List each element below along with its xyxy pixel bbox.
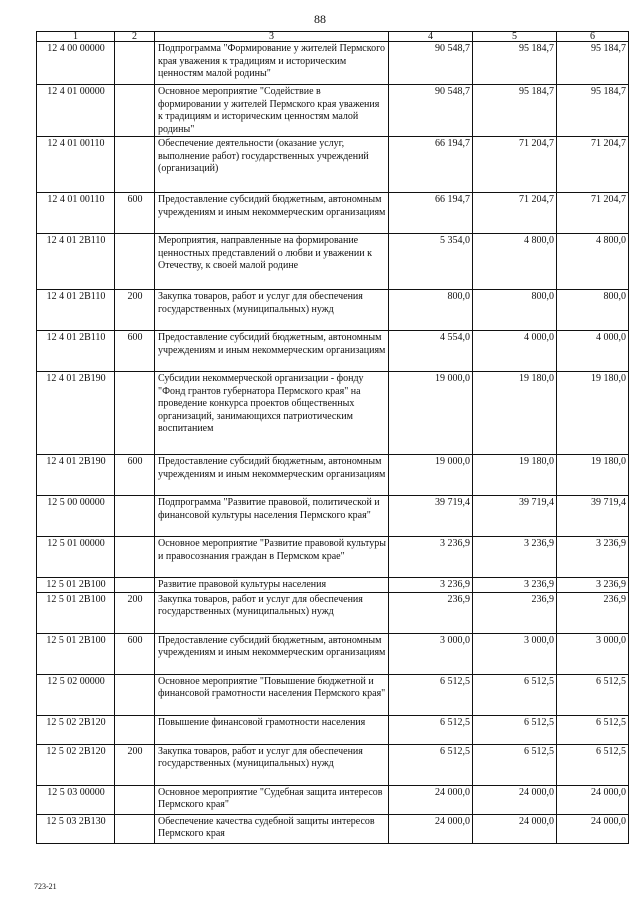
item-name-cell: Закупка товаров, работ и услуг для обеспечения государственных (муниципальных) нужд (155, 744, 389, 785)
item-name-cell: Обеспечение деятельности (оказание услуг, выполнение работ) государственных учреждений (организаций) (155, 137, 389, 193)
table-row (37, 633, 629, 674)
amount-col6-cell: 24 000,0 (557, 814, 629, 843)
expense-type-cell (115, 578, 155, 593)
budget-code-cell: 12 4 01 2В190 (37, 372, 115, 455)
budget-code-cell: 12 4 01 2В110 (37, 234, 115, 290)
expense-type-cell (115, 42, 155, 85)
amount-col6-cell: 71 204,7 (557, 193, 629, 234)
budget-code-cell: 12 4 01 00000 (37, 85, 115, 137)
amount-col5-cell: 19 180,0 (473, 455, 557, 496)
item-name-cell: Закупка товаров, работ и услуг для обеспечения государственных (муниципальных) нужд (155, 290, 389, 331)
table-row (37, 592, 629, 633)
budget-code-cell: 12 4 01 00110 (37, 193, 115, 234)
page-number: 88 (314, 12, 326, 26)
amount-col5-cell: 6 512,5 (473, 674, 557, 715)
amount-col6-cell: 95 184,7 (557, 85, 629, 137)
amount-col4-cell: 6 512,5 (389, 744, 473, 785)
amount-col4-cell: 66 194,7 (389, 137, 473, 193)
budget-code-cell: 12 5 02 2В120 (37, 744, 115, 785)
amount-col6-cell: 71 204,7 (557, 137, 629, 193)
amount-col4-cell: 4 554,0 (389, 331, 473, 372)
amount-col4-cell: 90 548,7 (389, 85, 473, 137)
amount-col6-cell: 6 512,5 (557, 715, 629, 744)
budget-code-cell: 12 5 01 00000 (37, 537, 115, 578)
budget-code-cell: 12 5 01 2В100 (37, 633, 115, 674)
item-name-cell: Основное мероприятие "Судебная защита интересов Пермского края" (155, 785, 389, 814)
expense-type-cell (115, 85, 155, 137)
budget-code-cell: 12 4 01 2В110 (37, 331, 115, 372)
budget-code-cell: 12 5 01 2В100 (37, 578, 115, 593)
amount-col6-cell: 95 184,7 (557, 42, 629, 85)
expense-type-cell (115, 814, 155, 843)
expense-type-cell: 600 (115, 331, 155, 372)
amount-col5-cell: 71 204,7 (473, 137, 557, 193)
item-name-cell: Предоставление субсидий бюджетным, автономным учреждениям и иным некоммерческим организациям (155, 455, 389, 496)
amount-col6-cell: 800,0 (557, 290, 629, 331)
budget-code-cell: 12 5 03 2В130 (37, 814, 115, 843)
amount-col6-cell: 3 236,9 (557, 537, 629, 578)
table-row (37, 674, 629, 715)
table-row (37, 496, 629, 537)
expense-type-cell: 600 (115, 455, 155, 496)
amount-col5-cell: 4 000,0 (473, 331, 557, 372)
budget-code-cell: 12 5 03 00000 (37, 785, 115, 814)
item-name-cell: Закупка товаров, работ и услуг для обеспечения государственных (муниципальных) нужд (155, 592, 389, 633)
budget-code-cell: 12 5 00 00000 (37, 496, 115, 537)
table-row (37, 744, 629, 785)
item-name-cell: Основное мероприятие "Развитие правовой культуры и правосознания граждан в Пермском крае" (155, 537, 389, 578)
amount-col5-cell: 4 800,0 (473, 234, 557, 290)
budget-code-cell: 12 4 01 2В110 (37, 290, 115, 331)
item-name-cell: Подпрограмма "Формирование у жителей Пермского края уважения к традициям и историческим ценностям малой родины" (155, 42, 389, 85)
amount-col4-cell: 19 000,0 (389, 372, 473, 455)
expense-type-cell: 600 (115, 193, 155, 234)
item-name-cell: Подпрограмма "Развитие правовой, политической и финансовой культуры населения Пермского края" (155, 496, 389, 537)
budget-code-cell: 12 4 00 00000 (37, 42, 115, 85)
amount-col6-cell: 24 000,0 (557, 785, 629, 814)
item-name-cell: Повышение финансовой грамотности населения (155, 715, 389, 744)
amount-col4-cell: 800,0 (389, 290, 473, 331)
table-row (37, 137, 629, 193)
column-header: 6 (557, 32, 629, 42)
expense-type-cell (115, 372, 155, 455)
column-header: 1 (37, 32, 115, 42)
amount-col4-cell: 24 000,0 (389, 814, 473, 843)
amount-col6-cell: 19 180,0 (557, 455, 629, 496)
expense-type-cell: 200 (115, 592, 155, 633)
amount-col5-cell: 3 236,9 (473, 537, 557, 578)
item-name-cell: Предоставление субсидий бюджетным, автономным учреждениям и иным некоммерческим организациям (155, 633, 389, 674)
amount-col6-cell: 4 000,0 (557, 331, 629, 372)
table-row (37, 455, 629, 496)
amount-col5-cell: 39 719,4 (473, 496, 557, 537)
amount-col4-cell: 24 000,0 (389, 785, 473, 814)
expense-type-cell (115, 715, 155, 744)
amount-col5-cell: 3 236,9 (473, 578, 557, 593)
table-row (37, 372, 629, 455)
amount-col5-cell: 6 512,5 (473, 715, 557, 744)
amount-col4-cell: 6 512,5 (389, 674, 473, 715)
amount-col6-cell: 6 512,5 (557, 744, 629, 785)
amount-col6-cell: 39 719,4 (557, 496, 629, 537)
expense-type-cell (115, 234, 155, 290)
amount-col4-cell: 3 236,9 (389, 537, 473, 578)
item-name-cell: Основное мероприятие "Содействие в формировании у жителей Пермского края уважения к традициям и историческим ценностям малой родины" (155, 85, 389, 137)
expense-type-cell (115, 537, 155, 578)
item-name-cell: Обеспечение качества судебной защиты интересов Пермского края (155, 814, 389, 843)
column-header: 4 (389, 32, 473, 42)
amount-col4-cell: 3 236,9 (389, 578, 473, 593)
table-row (37, 290, 629, 331)
amount-col4-cell: 90 548,7 (389, 42, 473, 85)
table-row (37, 814, 629, 843)
amount-col4-cell: 6 512,5 (389, 715, 473, 744)
amount-col5-cell: 71 204,7 (473, 193, 557, 234)
amount-col6-cell: 6 512,5 (557, 674, 629, 715)
table-row (37, 193, 629, 234)
expense-type-cell: 200 (115, 744, 155, 785)
column-number-row (37, 32, 629, 42)
table-row (37, 42, 629, 85)
expense-type-cell (115, 137, 155, 193)
expense-type-cell: 200 (115, 290, 155, 331)
table-row (37, 785, 629, 814)
amount-col5-cell: 24 000,0 (473, 785, 557, 814)
amount-col6-cell: 3 000,0 (557, 633, 629, 674)
amount-col5-cell: 95 184,7 (473, 85, 557, 137)
table-body (37, 42, 629, 844)
table-row (37, 234, 629, 290)
budget-code-cell: 12 5 02 2В120 (37, 715, 115, 744)
amount-col4-cell: 39 719,4 (389, 496, 473, 537)
amount-col5-cell: 95 184,7 (473, 42, 557, 85)
amount-col5-cell: 19 180,0 (473, 372, 557, 455)
amount-col5-cell: 24 000,0 (473, 814, 557, 843)
expense-type-cell (115, 496, 155, 537)
amount-col5-cell: 800,0 (473, 290, 557, 331)
amount-col6-cell: 19 180,0 (557, 372, 629, 455)
amount-col5-cell: 6 512,5 (473, 744, 557, 785)
item-name-cell: Предоставление субсидий бюджетным, автономным учреждениям и иным некоммерческим организациям (155, 331, 389, 372)
item-name-cell: Субсидии некоммерческой организации - фонду "Фонд грантов губернатора Пермского края" на проведение конкурса проектов общественных организаций, занимающихся патриотическим воспитанием (155, 372, 389, 455)
amount-col6-cell: 3 236,9 (557, 578, 629, 593)
table-row (37, 715, 629, 744)
amount-col4-cell: 19 000,0 (389, 455, 473, 496)
table-row (37, 537, 629, 578)
amount-col4-cell: 3 000,0 (389, 633, 473, 674)
column-header: 3 (155, 32, 389, 42)
amount-col5-cell: 3 000,0 (473, 633, 557, 674)
item-name-cell: Развитие правовой культуры населения (155, 578, 389, 593)
table-row (37, 85, 629, 137)
amount-col6-cell: 236,9 (557, 592, 629, 633)
amount-col4-cell: 66 194,7 (389, 193, 473, 234)
amount-col4-cell: 236,9 (389, 592, 473, 633)
column-header: 5 (473, 32, 557, 42)
budget-table (36, 31, 629, 844)
item-name-cell: Основное мероприятие "Повышение бюджетной и финансовой грамотности населения Пермского края" (155, 674, 389, 715)
footer-code: 723-21 (34, 882, 57, 891)
table-row (37, 578, 629, 593)
budget-code-cell: 12 5 02 00000 (37, 674, 115, 715)
expense-type-cell (115, 785, 155, 814)
item-name-cell: Предоставление субсидий бюджетным, автономным учреждениям и иным некоммерческим организациям (155, 193, 389, 234)
amount-col6-cell: 4 800,0 (557, 234, 629, 290)
column-header: 2 (115, 32, 155, 42)
budget-code-cell: 12 5 01 2В100 (37, 592, 115, 633)
budget-code-cell: 12 4 01 2В190 (37, 455, 115, 496)
amount-col4-cell: 5 354,0 (389, 234, 473, 290)
budget-code-cell: 12 4 01 00110 (37, 137, 115, 193)
amount-col5-cell: 236,9 (473, 592, 557, 633)
item-name-cell: Мероприятия, направленные на формирование ценностных представлений о любви и уважении к Отечеству, к своей малой родине (155, 234, 389, 290)
expense-type-cell (115, 674, 155, 715)
table-row (37, 331, 629, 372)
expense-type-cell: 600 (115, 633, 155, 674)
